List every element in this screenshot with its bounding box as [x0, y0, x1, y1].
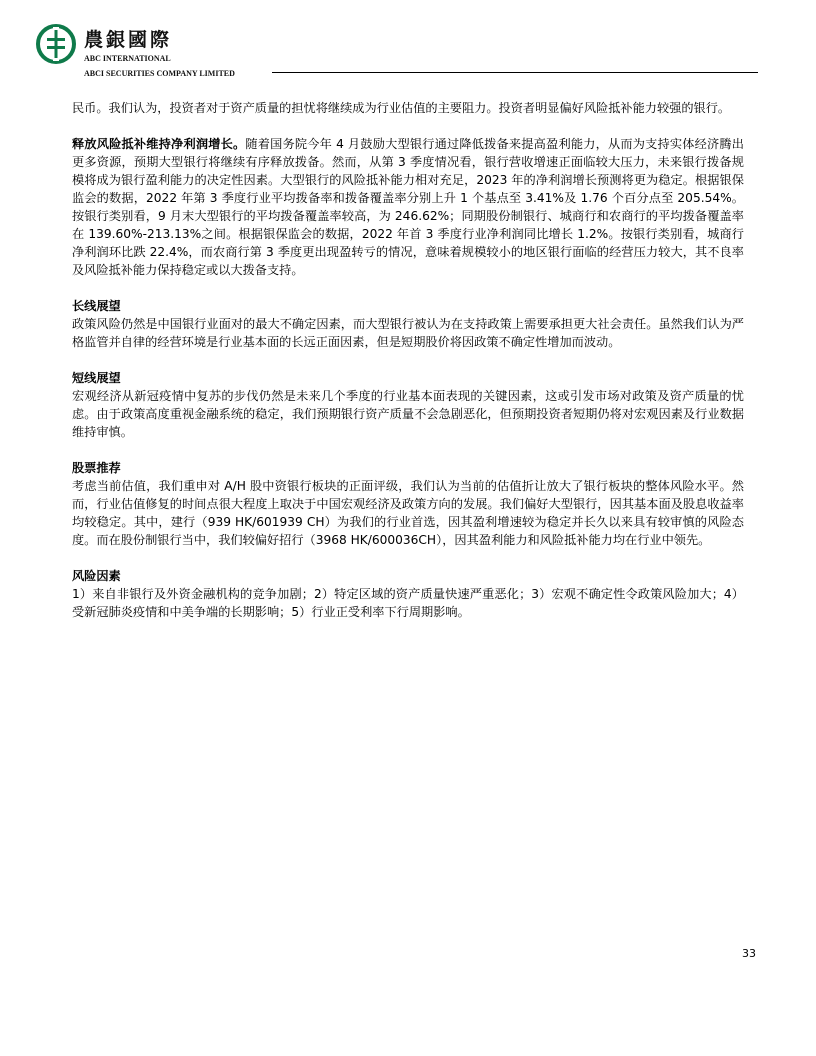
section-body-long-term: 政策风险仍然是中国银行业面对的最大不确定因素，而大型银行被认为在支持政策上需要承担更大社会责任。虽然我们认为严格监管并自律的经营环境是行业基本面的长远正面因素，但是短期股价将因政策不确定性增加而波动。: [72, 317, 744, 349]
paragraph-provision: [72, 135, 744, 279]
brand-name-english: ABC INTERNATIONAL: [84, 54, 171, 63]
paragraph-intro: 民币。我们认为，投资者对于资产质量的担忧将继续成为行业估值的主要阻力。投资者明显偏好风险抵补能力较强的银行。: [72, 101, 731, 115]
section-body-risk: 1）来自非银行及外资金融机构的竞争加剧；2）特定区域的资产质量快速严重恶化；3）宏观不确定性令政策风险加大；4）受新冠肺炎疫情和中美争端的长期影响；5）行业正受利率下行周期影响。: [72, 587, 744, 619]
page-number: 33: [742, 947, 756, 960]
abc-logo-icon: [36, 24, 76, 64]
page-header: [0, 0, 816, 90]
brand-company-name: ABCI SECURITIES COMPANY LIMITED: [84, 69, 235, 78]
section-title-recommendation: 股票推荐: [72, 461, 121, 475]
brand-name-chinese: 農銀國際: [84, 29, 173, 51]
section-title-risk: 风险因素: [72, 569, 121, 583]
section-title-long-term: 长线展望: [72, 299, 121, 313]
section-body-recommendation: 考虑当前估值，我们重申对 A/H 股中资银行板块的正面评级，我们认为当前的估值折让放大了银行板块的整体风险水平。然而，行业估值修复的时间点很大程度上取决于中国宏观经济及政策方向的发展。我们偏好大型银行，因其基本面及股息收益率均较稳定。其中，建行（939 HK/601939 CH）为我们的行业首选，因其盈利增速较为稳定并长久以来具有较审慎的风险态度。而在股份制银行当中，我们较偏好招行（3968 HK/600036CH），因其盈利能力和风险抵补能力均在行业中领先。: [72, 479, 744, 547]
paragraph-lead: 释放风险抵补维持净利润增长。: [72, 137, 246, 151]
header-divider: [272, 72, 758, 73]
document-body: [72, 99, 744, 621]
section-title-short-term: 短线展望: [72, 371, 121, 385]
paragraph-text: 随着国务院今年 4 月鼓励大型银行通过降低拨备来提高盈利能力，从而为支持实体经济腾出更多资源，预期大型银行将继续有序释放拨备。然而，从第 3 季度情况看，银行营收增速正面临较大压力，未来银行拨备规模将成为银行盈利能力的决定性因素。大型银行的风险抵补能力相对充足，2023 年的净利润增长预测将更为稳定。根据银保监会的数据，2022 年第 3 季度行业平均拨备率和拨备覆盖率分别上升 1 个基点至 3.41%及 1.76 个百分点至 205.54%。按银行类别看，9 月末大型银行的平均拨备覆盖率较高，为 246.62%；同期股份制银行、城商行和农商行的平均拨备覆盖率在 139.60%-213.13%之间。根据银保监会的数据，2022 年首 3 季度行业净利润同比增长 1.2%。按银行类别看，城商行净利润环比跌 22.4%，而农商行第 3 季度更出现盈转亏的情况，意味着规模较小的地区银行面临的经营压力较大，其不良率及风险抵补能力保持稳定或以大拨备支持。: [72, 137, 744, 277]
section-body-short-term: 宏观经济从新冠疫情中复苏的步伐仍然是未来几个季度的行业基本面表现的关键因素，这或引发市场对政策及资产质量的忧虑。由于政策高度重视金融系统的稳定，我们预期银行资产质量不会急剧恶化，但预期投资者短期仍将对宏观因素及行业数据维持审慎。: [72, 389, 744, 439]
